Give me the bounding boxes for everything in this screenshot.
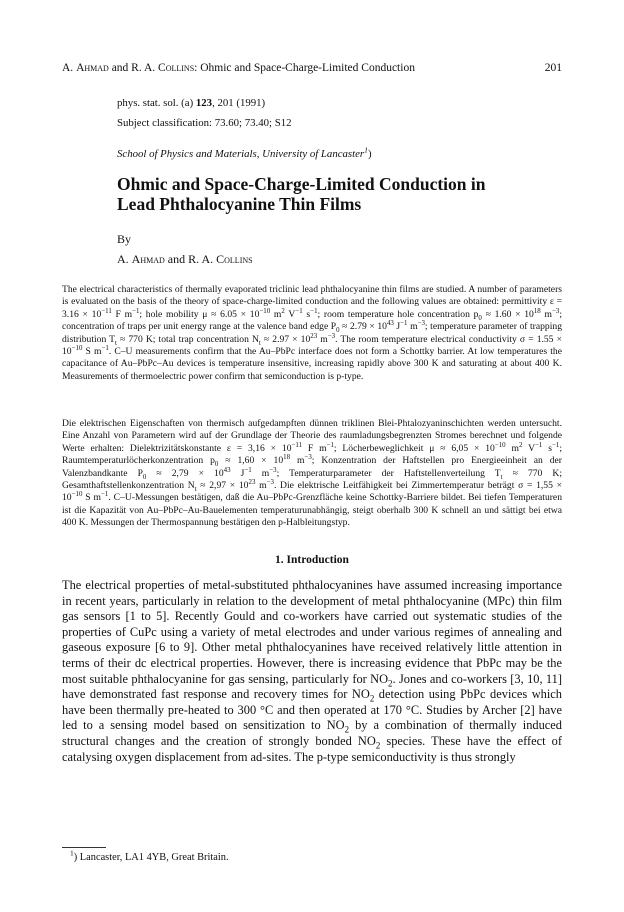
page-number: 201: [544, 62, 562, 74]
footnote: [70, 848, 229, 863]
abs-en-t8: ≈ 1.60 × 10: [481, 308, 534, 320]
affiliation-footnote-mark: 1: [364, 145, 368, 155]
abs-de-e11: −3: [269, 466, 277, 474]
subject-classification: Subject classification: 73.60; 73.40; S12: [117, 117, 292, 129]
intro-t1: The electrical properties of metal-substituted phthalocyanines have assumed increasing importance in recent years, particularly in relation to the development of metal phthalocyanine (MPc) thin film gas sensors [1 to 5]. Recently Gould and co-workers have carried out systematic studies of the properties of CuPc using a variety of metal electrodes and under various regimes of annealing and gaseous exposure [6 to 9]. Other metal phthalocyanines have received relatively little attention in terms of their dc electrical properties. However, there is increasing evidence that PbPc may be the most suitable phthalocyanine for gas sensing, particularly for NO: [62, 578, 562, 686]
abs-en-t12: J: [393, 321, 401, 333]
introduction-body: [62, 578, 562, 765]
abs-de-t6: s: [542, 442, 552, 454]
abs-en-e2: −1: [132, 307, 140, 315]
abs-de-t19: S m: [82, 492, 101, 504]
title-line-1: Ohmic and Space-Charge-Limited Conduction in: [117, 174, 486, 194]
abstract-german-paragraph: [62, 418, 562, 530]
abstract-english-paragraph: [62, 284, 562, 383]
abs-en-t6: s: [302, 308, 311, 320]
abs-en-e1: −11: [101, 307, 112, 315]
abs-de-t11: ≈ 2,79 × 10: [146, 467, 224, 479]
abs-en-t11: ≈ 2.79 × 10: [339, 321, 387, 333]
abs-en-e14: −10: [71, 344, 83, 352]
abs-de-s4: t: [194, 485, 197, 493]
abs-de-t5: V: [522, 442, 536, 454]
abs-de-e12: 23: [248, 478, 256, 486]
abs-de-e7: 18: [283, 454, 291, 462]
abs-en-t7: ; room temperature hole concentration p: [317, 308, 479, 320]
by-label: By: [117, 232, 132, 246]
header-author1-initial: A.: [62, 62, 77, 74]
abs-en-t15: ≈ 770 K; total trap concentration N: [116, 333, 259, 345]
intro-s4: 2: [375, 740, 381, 751]
abs-de-e6: −1: [551, 441, 560, 449]
intro-s2: 2: [369, 693, 375, 704]
author-line: [117, 252, 253, 267]
abs-de-e8: −3: [304, 454, 312, 462]
abs-de-t10: ; Konzentration der Haftstellen pro Energieeinheit an der Valenzbandkante P: [62, 455, 562, 479]
section-heading: 1. Introduction: [275, 554, 349, 566]
citation-pages: , 201 (1991): [212, 97, 266, 109]
intro-t3: detection using PbPc devices which have been thermally pre-heated to 300 °C and then operated at 170 °C. Studies by Archer [2] have led to a sensing model based on sensitization to NO: [62, 687, 562, 733]
abs-de-t15: ≈ 770 K; Gesamthaftstellenkonzentration N: [62, 467, 563, 492]
abs-en-s4: t: [258, 339, 261, 347]
abs-en-e6: −1: [310, 307, 318, 315]
header-author1-surname: Ahmad: [76, 62, 109, 74]
abs-en-t1: The electrical characteristics of thermally evaporated triclinic lead phthalocyanine thin films are studied. A number of parameters is evaluated on the basis of the theory of space-charge-limited conduction and the following values are obtained: permittivity ε = 3.16 × 10: [62, 284, 562, 320]
abs-de-t4: m: [505, 442, 519, 454]
intro-t4: by a combination of thermally induced structural changes and the creation of strongly bonded NO: [62, 718, 562, 748]
abs-de-e10: −1: [244, 466, 252, 474]
article-title: [117, 174, 547, 214]
affiliation: [117, 145, 372, 160]
abs-en-t19: S m: [82, 346, 102, 358]
abs-de-t8: ≈ 1,60 × 10: [218, 455, 284, 467]
abs-en-e12: 23: [310, 332, 318, 340]
footnote-mark: 1: [70, 848, 74, 858]
abs-en-t17: m: [317, 333, 328, 345]
abs-de-e9: 43: [223, 466, 231, 474]
abs-en-e5: −1: [295, 307, 303, 315]
abs-en-t16: ≈ 2.97 × 10: [260, 333, 311, 345]
header-connector: and R. A.: [108, 62, 159, 74]
abs-en-e10: −1: [400, 320, 408, 328]
abs-en-t2: F m: [111, 308, 133, 320]
abs-en-t4: m: [270, 308, 282, 320]
footnote-mark-closing: ): [73, 852, 78, 863]
intro-s1: 2: [388, 678, 393, 689]
abs-de-s1: 0: [214, 461, 219, 469]
abs-de-e14: −10: [71, 491, 83, 499]
running-header: [62, 62, 562, 74]
affiliation-closing: ): [368, 148, 372, 160]
citation: [117, 97, 265, 109]
abs-en-t10: ; concentration of traps per unit energy range at the valence band edge P: [62, 308, 562, 333]
abs-de-t12: J: [230, 467, 245, 479]
abs-en-e13: −3: [327, 332, 336, 340]
abs-de-t20: . C–U-Messungen bestätigen, daß die Au–PbPc-Grenzfläche keine Schottky-Barriere bildet. Bei tiefen Temperaturen ist die Kapazität von Au–PbPc–Au-Bauelementen temperaturunabhängig, steigt oberhalb 300 K schnell an und sättigt bei etwa 400 K. Messungen der Thermospannung bestätigen den p-Halbleitungstyp.: [62, 492, 562, 529]
abs-en-t20: . C–U measurements confirm that the Au–PbPc interface does not form a Schottky barrier. At low temperatures the capacitance of Au–PbPc–Au devices is temperature insensitive, increasing rapidly above 300 K and saturating at about 400 K. Measurements of thermoelectric power confirm that semiconduction is p-type.: [62, 346, 562, 382]
affiliation-text: School of Physics and Materials, University of Lancaster: [117, 148, 365, 160]
header-author2-surname: Collins: [158, 62, 195, 74]
abs-en-s1: 0: [478, 314, 482, 322]
intro-s3: 2: [344, 724, 350, 735]
author1-surname: Ahmad: [131, 252, 165, 266]
footnote-rule: [62, 847, 106, 848]
abs-de-t18: . Die elektrische Leitfähigkeit bei Zimmertemperatur beträgt σ = 1,55 × 10: [62, 480, 562, 504]
header-running-title: : Ohmic and Space-Charge-Limited Conduction: [194, 62, 415, 74]
abs-de-s2: 0: [142, 473, 147, 481]
abs-de-t7: ; Raumtemperaturlöcherkonzentration p: [62, 442, 562, 467]
abstract-english: [62, 284, 562, 383]
abs-de-e4: 2: [518, 441, 523, 449]
citation-journal: phys. stat. sol. (a): [117, 97, 196, 109]
abs-en-e4: 2: [281, 307, 285, 315]
abs-en-t5: V: [284, 308, 296, 320]
citation-volume: 123: [195, 97, 213, 109]
abs-de-e15: −1: [100, 491, 109, 499]
intro-t2: . Jones and co-workers [3, 10, 11] have demonstrated fast response and recovery times for NO: [62, 671, 562, 702]
abs-de-t13: m: [251, 467, 270, 479]
abs-en-e7: 18: [533, 307, 541, 315]
author-connector: and R. A.: [164, 252, 217, 266]
title-line-2: Lead Phthalocyanine Thin Films: [117, 194, 362, 214]
abs-de-t2: F m: [302, 442, 327, 454]
abs-en-e9: 43: [386, 320, 394, 328]
abs-en-t14: ; temperature parameter of trapping distribution T: [62, 321, 562, 345]
abs-en-s2: 0: [336, 327, 340, 335]
abs-de-t3: ; Löcherbeweglichkeit μ ≈ 6,05 × 10: [333, 442, 495, 454]
author1-initial: A.: [117, 252, 132, 266]
abs-de-t9: m: [290, 455, 305, 467]
introduction-paragraph: [62, 578, 562, 765]
abs-en-e3: −10: [259, 307, 271, 315]
abs-de-e13: −3: [266, 478, 274, 486]
abs-de-t17: m: [255, 480, 267, 492]
abstract-german: [62, 418, 562, 530]
abs-de-e1: −11: [291, 441, 303, 449]
abs-de-e5: −1: [535, 441, 543, 449]
abs-de-t14: ; Temperaturparameter der Haftstellenverteilung T: [276, 467, 501, 479]
abs-de-t1: Die elektrischen Eigenschaften von thermisch aufgedampften dünnen triklinen Blei-Phtalozyaninschichten werden untersucht. Eine Anzahl von Parametern wird auf der Grundlage der Theorie des raumladungsbegrenzten Stromes berechnet und folgende Werte erhalten: Dielektrizitätskonstante ε = 3,16 × 10: [62, 418, 562, 454]
abs-en-e15: −1: [101, 344, 109, 352]
abs-en-e11: −3: [417, 320, 425, 328]
abs-en-s3: t: [115, 339, 117, 347]
intro-t5: species. These have the effect of catalysing oxygen displacement from ad-sites. The p-type semiconductivity is thus strongly: [62, 733, 562, 764]
abs-en-e8: −3: [551, 307, 560, 315]
abs-en-t9: m: [540, 308, 552, 320]
author2-surname: Collins: [216, 252, 253, 266]
abs-de-e2: −1: [326, 441, 334, 449]
abs-en-t13: m: [407, 321, 418, 333]
footnote-text: Lancaster, LA1 4YB, Great Britain.: [77, 852, 229, 863]
abs-de-e3: −10: [494, 441, 506, 449]
abs-en-t3: ; hole mobility μ ≈ 6.05 × 10: [139, 308, 260, 320]
abs-en-t18: . The room temperature electrical conductivity σ = 1.55 × 10: [62, 333, 562, 358]
abs-de-t16: ≈ 2,97 × 10: [196, 480, 249, 492]
abs-de-s3: t: [500, 473, 503, 481]
